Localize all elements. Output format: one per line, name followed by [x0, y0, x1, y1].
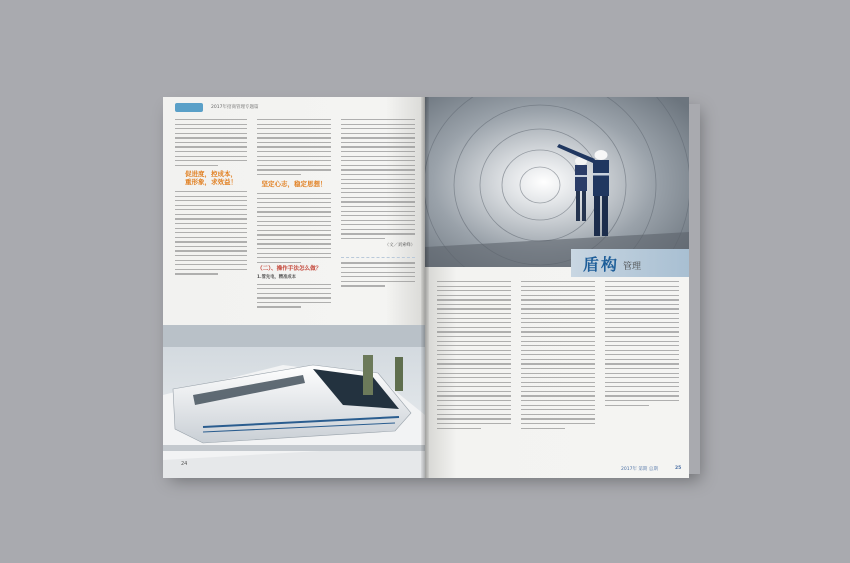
- article-title: 盾构: [583, 255, 620, 274]
- magazine-spine: [421, 97, 429, 478]
- left-column-2: [257, 119, 331, 311]
- text-block: [175, 191, 247, 275]
- text-block: [605, 281, 679, 406]
- article-subtitle: 管理: [623, 262, 642, 272]
- left-page-header: 2017年招商管理专题篇: [211, 105, 259, 110]
- magazine-logo: [175, 103, 203, 112]
- right-column-2: [521, 281, 595, 432]
- right-page: [425, 97, 689, 478]
- right-column-1: [437, 281, 511, 432]
- left-page-number: 24: [181, 461, 188, 467]
- sub-heading-1: （二）、操作手法怎么做？: [257, 266, 322, 273]
- maglev-train-photo: [163, 325, 425, 478]
- left-page: [163, 97, 425, 478]
- headline-2: 坚定心志，稳定思想！: [261, 180, 327, 189]
- text-block: [521, 281, 595, 429]
- text-block: [341, 119, 415, 239]
- text-block: [341, 262, 415, 286]
- headline-1-line-1: 促进度，控成本，: [185, 169, 237, 178]
- text-block: [257, 284, 331, 308]
- sub-heading-2: 1.管先电，精准成本: [257, 275, 296, 281]
- headline-1-line-2: 重形象，求效益！: [185, 177, 237, 186]
- shield-tunnel-photo: [425, 97, 689, 267]
- sidebar-box: [341, 257, 415, 286]
- text-block: [257, 119, 331, 175]
- text-block: [437, 281, 511, 429]
- byline: （文／刘索峰）: [384, 243, 415, 249]
- left-column-3: [341, 119, 415, 290]
- text-block: [175, 119, 247, 166]
- right-column-3: [605, 281, 679, 409]
- left-column-1: [175, 119, 247, 278]
- right-page-footer: 2017年 第期 总期: [621, 467, 658, 472]
- right-page-number: 25: [675, 466, 682, 471]
- text-block: [257, 193, 331, 263]
